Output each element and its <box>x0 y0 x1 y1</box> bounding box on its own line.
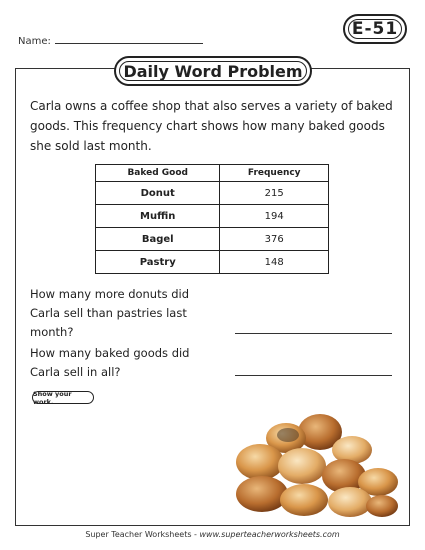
frequency-table <box>95 164 329 274</box>
table-header-row <box>96 165 329 182</box>
page-title: Daily Word Problem <box>123 61 303 81</box>
page-footer <box>0 530 425 539</box>
baked-good-cell: Pastry <box>96 251 220 274</box>
table-row <box>96 228 329 251</box>
worksheet-code: E-51 <box>351 19 399 39</box>
question-2: How many baked goods did Carla sell in all? <box>30 346 190 379</box>
answer-line-1[interactable] <box>235 332 392 334</box>
name-line[interactable] <box>55 34 203 44</box>
name-field <box>18 34 203 47</box>
table-row <box>96 182 329 205</box>
column-header-baked-good: Baked Good <box>96 165 220 182</box>
baked-good-cell: Bagel <box>96 228 220 251</box>
frequency-cell: 148 <box>220 251 329 274</box>
column-header-frequency: Frequency <box>220 165 329 182</box>
footer-text: Super Teacher Worksheets - <box>85 530 200 539</box>
footer-website: www.superteacherworksheets.com <box>199 530 340 539</box>
frequency-cell: 215 <box>220 182 329 205</box>
question-1: How many more donuts did Carla sell than pastries last month? <box>30 287 190 339</box>
worksheet-code-badge <box>343 14 407 44</box>
problem-intro: Carla owns a coffee shop that also serves a variety of baked goods. This frequency chart shows how many baked goods she sold last month. <box>30 99 393 153</box>
name-label: Name: <box>18 36 51 47</box>
table-row <box>96 251 329 274</box>
frequency-cell: 376 <box>220 228 329 251</box>
title-banner <box>114 56 312 86</box>
answer-line-2[interactable] <box>235 374 392 376</box>
baked-goods-image <box>232 402 402 520</box>
table-row <box>96 205 329 228</box>
baked-good-cell: Muffin <box>96 205 220 228</box>
baked-good-cell: Donut <box>96 182 220 205</box>
show-work-label: Show your work. <box>32 391 94 404</box>
pastry-pile <box>236 414 398 517</box>
frequency-cell: 194 <box>220 205 329 228</box>
